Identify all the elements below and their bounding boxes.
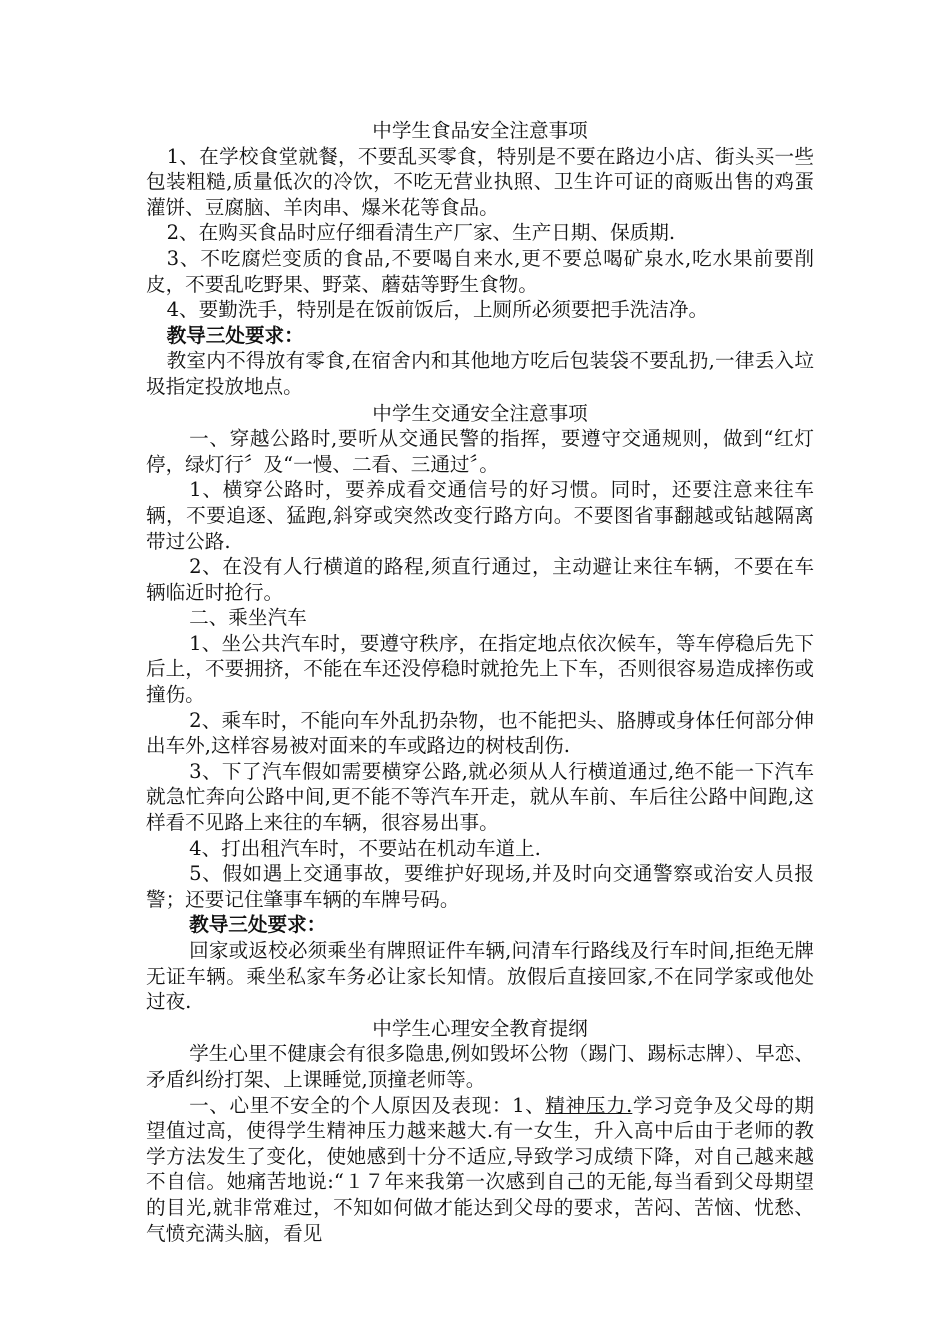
traffic-para-5: 1、坐公共汽车时，要遵守秩序，在指定地点依次候车，等车停稳后先下后上，不要拥挤，不能在车还没停稳时就抢先上下车，否则很容易造成摔伤或撞伤。 bbox=[146, 631, 814, 707]
traffic-para-7: 3、下了汽车假如需要横穿公路,就必须从人行横道通过,绝不能一下汽车就急忙奔向公路中间,更不能不等汽车开走，就从车前、车后往公路中间跑,这样看不见路上来往的车辆，很容易出事。 bbox=[146, 759, 814, 835]
traffic-para-2: 1、横穿公路时，要养成看交通信号的好习惯。同时，还要注意来往车辆，不要追逐、猛跑,斜穿或突然改变行路方向。不要图省事翻越或钻越隔离带过公路. bbox=[146, 478, 814, 553]
traffic-requirements-heading: 教导三处要求： bbox=[189, 913, 327, 937]
food-item-3: 3、不吃腐烂变质的食品,不要喝自来水,更不要总喝矿泉水,吃水果前要削皮，不要乱吃野果、野菜、蘑菇等野生食物。 bbox=[146, 246, 814, 296]
food-item-1: 1、在学校食堂就餐，不要乱买零食，特别是不要在路边小店、街头买一些包装粗糙,质量低次的冷饮，不吃无营业执照、卫生许可证的商贩出售的鸡蛋灌饼、豆腐脑、羊肉串、爆米花等食品。 bbox=[146, 144, 814, 219]
food-item-4: 4、要勤洗手，特别是在饭前饭后，上厕所必须要把手洗洁净。 bbox=[166, 298, 709, 322]
traffic-para-3: 2、在没有人行横道的路程,须直行通过，主动避让来往车辆，不要在车辆临近时抢行。 bbox=[146, 555, 814, 604]
traffic-safety-title: 中学生交通安全注意事项 bbox=[372, 401, 588, 425]
traffic-para-4: 二、乘坐汽车 bbox=[189, 606, 307, 630]
document-page bbox=[146, 118, 814, 1246]
traffic-para-1: 一、穿越公路时,要听从交通民警的指挥，要遵守交通规则，做到“红灯停，绿灯行〞及“一慢、二看、三通过〞。 bbox=[146, 427, 814, 476]
food-item-2: 2、在购买食品时应仔细看清生产厂家、生产日期、保质期. bbox=[166, 221, 676, 245]
psych-para-2-underlined: 精神压力. bbox=[545, 1093, 633, 1117]
psych-para-2-rest: 学习竞争及父母的期望值过高，使得学生精神压力越来越大.有一女生，升入高中后由于老师的教学方法发生了变化，使她感到十分不适应,导致学习成绩下降，对自己越来越不自信。她痛苦地说:“１７年来我第一次感到自己的无能,每当看到父母期望的目光,就非常难过，不知如何做才能达到父母的要求，苦闷、苦恼、忧愁、气愤充满头脑，看见 bbox=[146, 1093, 815, 1245]
food-requirements-text: 教室内不得放有零食,在宿舍内和其他地方吃后包装袋不要乱扔,一律丢入垃圾指定投放地点。 bbox=[146, 349, 814, 398]
psych-safety-title: 中学生心理安全教育提纲 bbox=[372, 1016, 588, 1040]
psych-para-2-prefix: 一、心里不安全的个人原因及表现：1、 bbox=[189, 1093, 546, 1117]
psych-para-2 bbox=[146, 1093, 814, 1247]
traffic-para-9: 5、假如遇上交通事故，要维护好现场,并及时向交通警察或治安人员报警；还要记住肇事车辆的车牌号码。 bbox=[146, 862, 814, 911]
food-safety-title: 中学生食品安全注意事项 bbox=[372, 119, 588, 142]
traffic-para-8: 4、打出租汽车时，不要站在机动车道上. bbox=[189, 836, 541, 860]
psych-para-1: 学生心里不健康会有很多隐患,例如毁坏公物（踢门、踢标志牌）、早恋、矛盾纠纷打架、上课睡觉,顶撞老师等。 bbox=[146, 1042, 814, 1091]
traffic-requirements-text: 回家或返校必须乘坐有牌照证件车辆,问清车行路线及行车时间,拒绝无牌无证车辆。乘坐私家车务必让家长知情。放假后直接回家,不在同学家或他处过夜. bbox=[146, 939, 814, 1014]
traffic-para-6: 2、乘车时，不能向车外乱扔杂物，也不能把头、胳膊或身体任何部分伸出车外,这样容易被对面来的车或路边的树枝刮伤. bbox=[146, 708, 814, 758]
food-requirements-heading: 教导三处要求： bbox=[166, 323, 304, 347]
